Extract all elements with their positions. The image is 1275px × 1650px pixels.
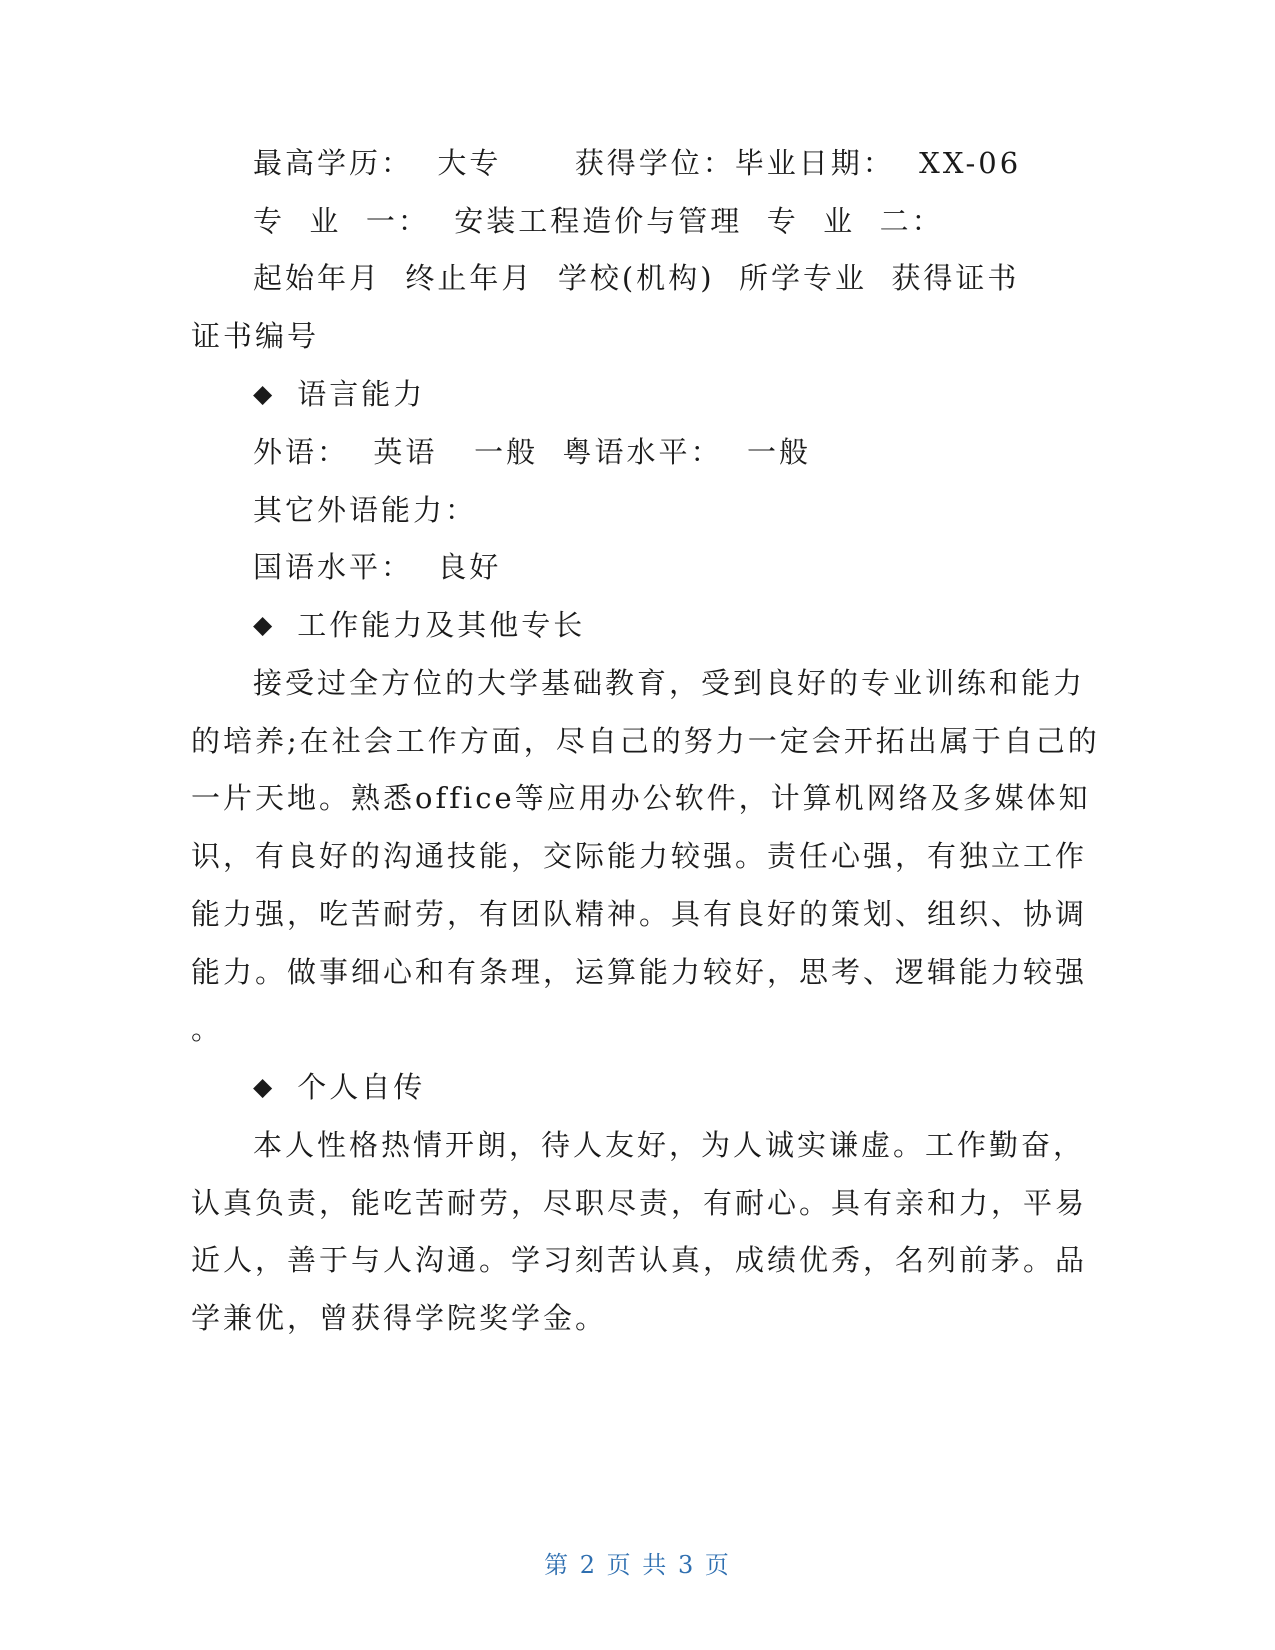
skills-paragraph-line: 一片天地。熟悉office等应用办公软件，计算机网络及多媒体知 — [191, 781, 1091, 815]
skills-paragraph-line: 。 — [191, 1012, 224, 1046]
skills-paragraph-line: 识，有良好的沟通技能，交际能力较强。责任心强，有独立工作 — [191, 839, 1088, 873]
diamond-bullet-icon: ◆ — [253, 610, 276, 639]
mandarin-level-line: 国语水平： 良好 — [253, 550, 502, 584]
bio-paragraph-line: 学兼优，曾获得学院奖学金。 — [191, 1301, 608, 1335]
education-degree-line: 最高学历： 大专 获得学位：毕业日期： XX-06 — [253, 146, 1022, 180]
education-history-header: 起始年月 终止年月 学校(机构) 所学专业 获得证书 — [253, 261, 1020, 295]
page-number-footer: 第 2 页 共 3 页 — [544, 1551, 731, 1579]
bio-heading — [253, 1067, 425, 1109]
diamond-bullet-icon: ◆ — [253, 1072, 276, 1101]
diamond-bullet-icon: ◆ — [253, 379, 276, 408]
education-major-line: 专 业 一： 安装工程造价与管理 专 业 二： — [253, 204, 944, 238]
bio-paragraph-line: 本人性格热情开朗，待人友好，为人诚实谦虚。工作勤奋， — [253, 1128, 1086, 1162]
bio-paragraph-line: 近人，善于与人沟通。学习刻苦认真，成绩优秀，名列前茅。品 — [191, 1243, 1088, 1277]
other-language-line: 其它外语能力： — [253, 493, 478, 527]
skills-heading — [253, 605, 585, 647]
bio-heading-text: 个人自传 — [297, 1070, 426, 1104]
foreign-language-line: 外语： 英语 一般 粤语水平： 一般 — [253, 435, 811, 469]
skills-heading-text: 工作能力及其他专长 — [297, 608, 586, 642]
bio-paragraph-line: 认真负责，能吃苦耐劳，尽职尽责，有耐心。具有亲和力，平易 — [191, 1186, 1088, 1220]
education-certificate-number: 证书编号 — [191, 319, 320, 353]
skills-paragraph-line: 接受过全方位的大学基础教育，受到良好的专业训练和能力 — [253, 666, 1086, 700]
skills-paragraph-line: 能力。做事细心和有条理，运算能力较好，思考、逻辑能力较强 — [191, 955, 1088, 989]
skills-paragraph-line: 能力强，吃苦耐劳，有团队精神。具有良好的策划、组织、协调 — [191, 897, 1088, 931]
language-heading — [253, 374, 425, 416]
language-heading-text: 语言能力 — [297, 377, 426, 411]
skills-paragraph-line: 的培养;在社会工作方面，尽自己的努力一定会开拓出属于自己的 — [191, 724, 1100, 758]
